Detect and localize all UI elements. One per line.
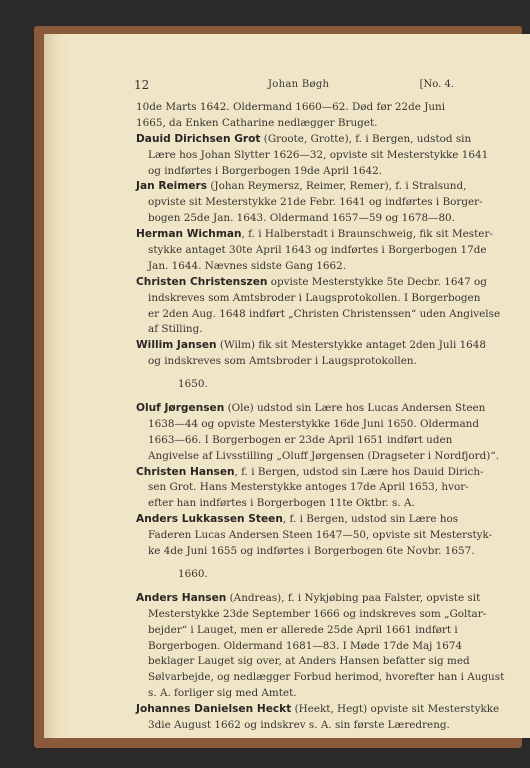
person-name: Johannes Danielsen Heckt: [136, 703, 292, 716]
running-title: Johan Bøgh: [268, 79, 330, 90]
entry-text: opviste Mesterstykke 5te Decbr. 1647 og: [267, 275, 487, 288]
entry-text: (Groote, Grotte), f. i Bergen, udstod sin: [260, 132, 472, 145]
text-line: stykke antaget 30te April 1643 og indførtes i Borgerbogen 17de: [148, 244, 487, 257]
text-line: Sølvarbejde, og nedlægger Forbud herimod, hvorefter han i August: [148, 671, 505, 684]
person-name: Oluf Jørgensen: [136, 402, 225, 415]
year-heading: 1660.: [178, 567, 208, 580]
text-line: ke 4de Juni 1655 og indførtes i Borgerbogen 6te Novbr. 1657.: [148, 545, 475, 558]
issue-number: [No. 4.: [419, 79, 454, 90]
entry: [136, 338, 487, 370]
text-line: Lære hos Johan Slytter 1626—32, opviste sit Mesterstykke 1641: [148, 148, 489, 161]
text-line: beklager Lauget sig over, at Anders Hansen befatter sig med: [148, 655, 470, 668]
entry: [136, 591, 505, 702]
text-line: 1663—66. I Borgerbogen er 23de April 1651 indført uden: [148, 433, 453, 446]
person-name: Christen Hansen: [136, 465, 235, 478]
entry-text: (Wilm) fik sit Mesterstykke antaget 2den Juli 1648: [216, 339, 487, 352]
entry-text: , f. i Bergen, udstod sin Lære hos Dauid Dirich-: [234, 465, 484, 478]
person-name: Anders Hansen: [136, 591, 227, 604]
entry: [136, 702, 500, 734]
text-line: opviste sit Mesterstykke 21de Febr. 1641 og indførtes i Borger-: [148, 196, 483, 209]
entry-text: (Johan Reymersz, Reimer, Remer), f. i Stralsund,: [207, 180, 467, 193]
person-name: Anders Lukkassen Steen: [136, 513, 283, 526]
entry: [136, 401, 499, 465]
text-line: sen Grot. Hans Mesterstykke antoges 17de April 1653, hvor-: [148, 481, 469, 494]
text-line: 1638—44 og opviste Mesterstykke 16de Juni 1650. Oldermand: [148, 417, 480, 430]
entry-text: , f. i Bergen, udstod sin Lære hos: [282, 513, 459, 526]
person-name: Jan Reimers: [136, 180, 208, 193]
entry: [136, 132, 489, 180]
year-heading: 1650.: [178, 378, 208, 391]
text-line: Faderen Lucas Andersen Steen 1647—50, opviste sit Mesterstyk-: [148, 529, 493, 542]
body-text: [136, 100, 505, 734]
entry-text: (Ole) udstod sin Lære hos Lucas Andersen Steen: [224, 402, 486, 415]
text-line: Jan. 1644. Nævnes sidste Gang 1662.: [148, 259, 347, 272]
text-line: Borgerbogen. Oldermand 1681—83. I Møde 17de Maj 1674: [148, 639, 463, 652]
text-line: er 2den Aug. 1648 indført „Christen Christenssen“ uden Angivelse: [148, 307, 501, 320]
text-line: 1665, da Enken Catharine nedlægger Bruget.: [136, 116, 378, 129]
text-line: 3die August 1662 og indskrev s. A. sin første Læredreng.: [148, 718, 450, 731]
person-name: Christen Christenszen: [136, 275, 268, 288]
entry: [136, 227, 493, 275]
text-line: og indskreves som Amtsbroder i Laugsprotokollen.: [148, 355, 417, 368]
entry: [136, 179, 483, 227]
person-name: Herman Wichman: [136, 228, 242, 241]
entry: [136, 100, 476, 132]
text-line: indskreves som Amtsbroder i Laugsprotokollen. I Borgerbogen: [148, 291, 481, 304]
entry: [136, 465, 484, 513]
entry-text: (Andreas), f. i Nykjøbing paa Falster, opviste sit: [226, 591, 481, 604]
text-line: af Stilling.: [148, 323, 203, 336]
text-line: Mesterstykke 23de September 1666 og indskreves som „Goltar-: [148, 607, 487, 620]
page-number: 12: [134, 78, 150, 92]
running-header: [134, 78, 454, 94]
text-line: efter han indførtes i Borgerbogen 11te Oktbr. s. A.: [148, 497, 415, 510]
text-line: bogen 25de Jan. 1643. Oldermand 1657—59 og 1678—80.: [148, 212, 455, 225]
person-name: Willim Jansen: [136, 339, 217, 352]
text-line: Angivelse af Livsstilling „Oluff Jørgensen (Dragseter i Nordfjord)“.: [148, 449, 499, 462]
entry: [136, 275, 501, 339]
entry-text: , f. i Halberstadt i Braunschweig, fik sit Mester-: [241, 228, 493, 241]
entry-text: (Heekt, Hegt) opviste sit Mesterstykke: [291, 703, 500, 716]
text-line: bejder“ i Lauget, men er allerede 25de April 1661 indført i: [148, 623, 458, 636]
text-line: og indførtes i Borgerbogen 19de April 1642.: [148, 164, 383, 177]
person-name: Dauid Dirichsen Grot: [136, 132, 261, 145]
page-edge: [44, 34, 68, 738]
text-line: 10de Marts 1642. Oldermand 1660—62. Død før 22de Juni: [136, 101, 446, 113]
text-line: s. A. forliger sig med Amtet.: [148, 687, 297, 700]
entry: [136, 512, 493, 560]
